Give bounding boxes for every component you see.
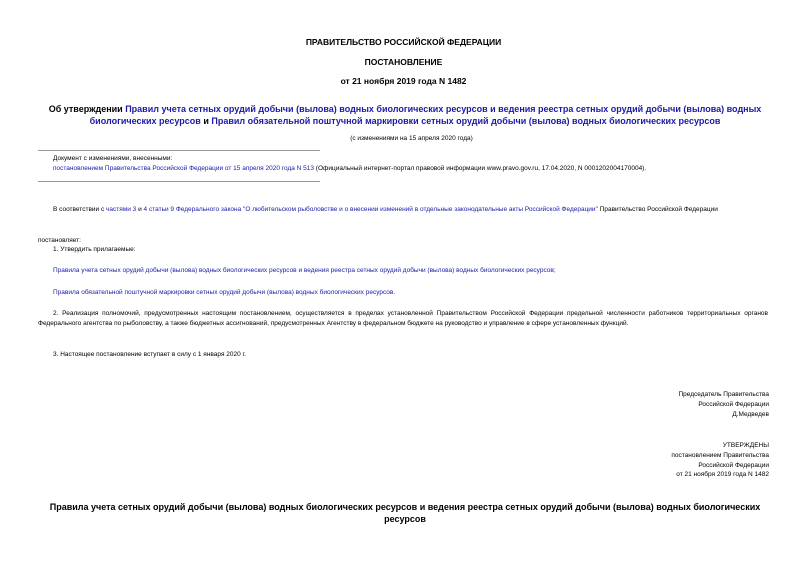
approval-by: постановлением Правительства — [671, 451, 769, 459]
document-type: ПОСТАНОВЛЕНИЕ — [364, 57, 443, 67]
intro-link-article-9[interactable]: 4 статьи 9 Федерального закона "О любительском рыболовстве и о внесении изменений в отдельные законодательные акты Российской Федерации" — [143, 206, 598, 213]
changes-source: (Официальный интернет-портал правовой информации www.pravo.gov.ru, 17.04.2020, N 0001202004170004). — [314, 165, 647, 172]
approval-heading: УТВЕРЖДЕНЫ — [722, 442, 769, 449]
title-prefix: Об утверждении — [48, 104, 126, 114]
rules-title: Правила учета сетных орудий добычи (вылова) водных биологических ресурсов и ведения реестра сетных орудий добычи (вылова) водных биологических ресурсов — [49, 502, 761, 524]
changes-reference — [53, 164, 773, 174]
changes-label: Документ с изменениями, внесенными: — [53, 155, 173, 162]
intro-suffix: Правительство Российской Федерации — [597, 206, 718, 213]
amendments-note: (с изменениями на 15 апреля 2020 года) — [350, 135, 473, 142]
title-conjunction: и — [200, 115, 212, 126]
intro-prefix: В соответствии с — [53, 206, 107, 213]
approval-date: от 21 ноября 2019 года N 1482 — [676, 471, 769, 479]
approval-block — [671, 441, 769, 480]
government-heading: ПРАВИТЕЛЬСТВО РОССИЙСКОЙ ФЕДЕРАЦИИ — [305, 37, 502, 47]
decides-text: постановляет: — [38, 237, 81, 244]
signature-country: Российской Федерации — [698, 400, 769, 408]
item-1-link-marking-rules[interactable]: Правила обязательной поштучной маркировки сетных орудий добычи (вылова) водных биологических ресурсов. — [53, 289, 396, 296]
title-link-marking-rules[interactable]: Правил обязательной поштучной маркировки сетных орудий добычи (вылова) водных биологических ресурсов — [211, 115, 721, 126]
item-2: 2. Реализация полномочий, предусмотренных настоящим постановлением, осуществляется в пределах установленной Правительством Российской Федерации предельной численности работников территориальных органов Федерального агентства по рыболовству, а также бюджетных ассигнований, предусмотренных Агентству в федеральном бюджете на руководство и управление в сфере установленных функций. — [38, 310, 768, 327]
item-1: 1. Утвердить прилагаемые: — [53, 246, 136, 253]
approval-country: Российской Федерации — [698, 461, 769, 469]
intro-link-part-3[interactable]: частями 3 — [106, 206, 137, 213]
intro-paragraph — [38, 205, 768, 215]
intro-and: и — [136, 206, 144, 213]
signature-name: Д.Медведев — [732, 410, 769, 418]
changes-top-divider — [38, 150, 320, 151]
signature-position: Председатель Правительства — [678, 391, 769, 398]
title-link-accounting-rules[interactable]: Правил учета сетных орудий добычи (вылова) водных биологических ресурсов и ведения реестра сетных орудий добычи (вылова) водных биологических ресурсов — [89, 104, 762, 126]
changes-bottom-divider — [38, 181, 320, 182]
item-3: 3. Настоящее постановление вступает в силу с 1 января 2020 г. — [53, 351, 246, 358]
document-date-number: от 21 ноября 2019 года N 1482 — [340, 76, 467, 86]
item-1-link-accounting-rules[interactable]: Правила учета сетных орудий добычи (вылова) водных биологических ресурсов и ведения реестра сетных орудий добычи (вылова) водных биологических ресурсов; — [53, 267, 556, 274]
document-title — [45, 104, 765, 127]
changes-link-resolution-513[interactable]: постановлением Правительства Российской Федерации от 15 апреля 2020 года N 513 — [53, 165, 314, 172]
signature-block — [678, 390, 769, 419]
